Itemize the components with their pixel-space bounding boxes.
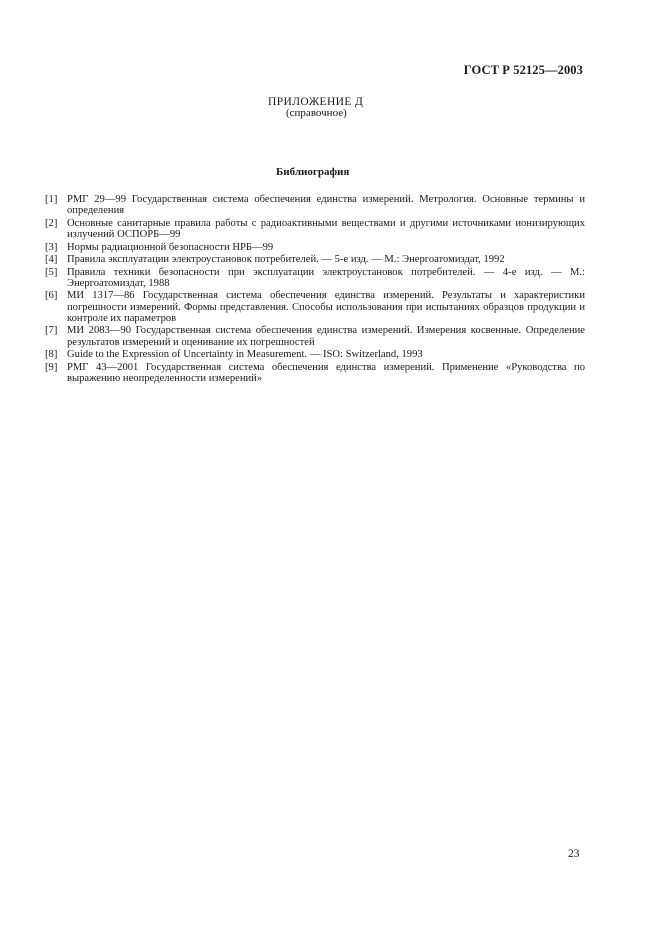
bibliography-item-number: [4] xyxy=(45,254,58,266)
bibliography-item-number: [6] xyxy=(45,290,58,302)
bibliography-item xyxy=(45,254,585,265)
bibliography-item-number: [9] xyxy=(45,361,58,373)
bibliography-title: Библиография xyxy=(276,166,350,178)
document-code: ГОСТ Р 52125—2003 xyxy=(463,63,583,77)
bibliography-item-text: Правила эксплуатации электроустановок потребителей. — 5-е изд. — М.: Энергоатомиздат, 1992 xyxy=(67,254,505,266)
bibliography-item-number: [2] xyxy=(45,217,58,229)
bibliography-item xyxy=(45,267,585,290)
bibliography-item-text: Нормы радиационной безопасности НРБ—99 xyxy=(67,241,274,253)
bibliography-item-number: [8] xyxy=(45,349,58,361)
annex-subtitle: (справочное) xyxy=(286,107,347,119)
annex-title: ПРИЛОЖЕНИЕ Д xyxy=(268,96,364,108)
bibliography-item-number: [3] xyxy=(45,241,58,253)
bibliography-item-text: Guide to the Expression of Uncertainty in Measurement. — ISO: Switzerland, 1993 xyxy=(67,349,423,361)
bibliography-item xyxy=(45,349,585,360)
bibliography-item-number: [7] xyxy=(45,325,58,337)
bibliography-item-text: МИ 2083—90 Государственная система обеспечения единства измерений. Измерения косвенные. Определение результатов измерений и оценивание их погрешностей xyxy=(67,325,585,348)
bibliography-item xyxy=(45,194,585,217)
bibliography-list xyxy=(45,194,585,385)
bibliography-item-number: [1] xyxy=(45,194,58,205)
bibliography-item xyxy=(45,242,585,253)
bibliography-item-text: МИ 1317—86 Государственная система обеспечения единства измерений. Результаты и характеристики погрешности измерений. Формы представления. Способы использования при испытаниях образцов продукции и контроле их параметров xyxy=(67,290,585,324)
bibliography-item-text: РМГ 43—2001 Государственная система обеспечения единства измерений. Применение «Руководства по выражению неопределенности измерений» xyxy=(67,361,585,384)
bibliography-item-text: Основные санитарные правила работы с радиоактивными веществами и другими источниками ионизирующих излучений ОСПОРБ—99 xyxy=(67,217,585,241)
bibliography-item-text: РМГ 29—99 Государственная система обеспечения единства измерений. Метрология. Основные термины и определения xyxy=(67,194,585,217)
bibliography-item-number: [5] xyxy=(45,266,58,278)
bibliography-item xyxy=(45,218,585,241)
bibliography-item-text: Правила техники безопасности при эксплуатации электроустановок потребителей. — 4-е изд. — М.: Энергоатомиздат, 1988 xyxy=(67,266,585,289)
bibliography-item xyxy=(45,362,585,385)
bibliography-item xyxy=(45,290,585,324)
page-number: 23 xyxy=(568,848,580,860)
bibliography-item xyxy=(45,325,585,348)
